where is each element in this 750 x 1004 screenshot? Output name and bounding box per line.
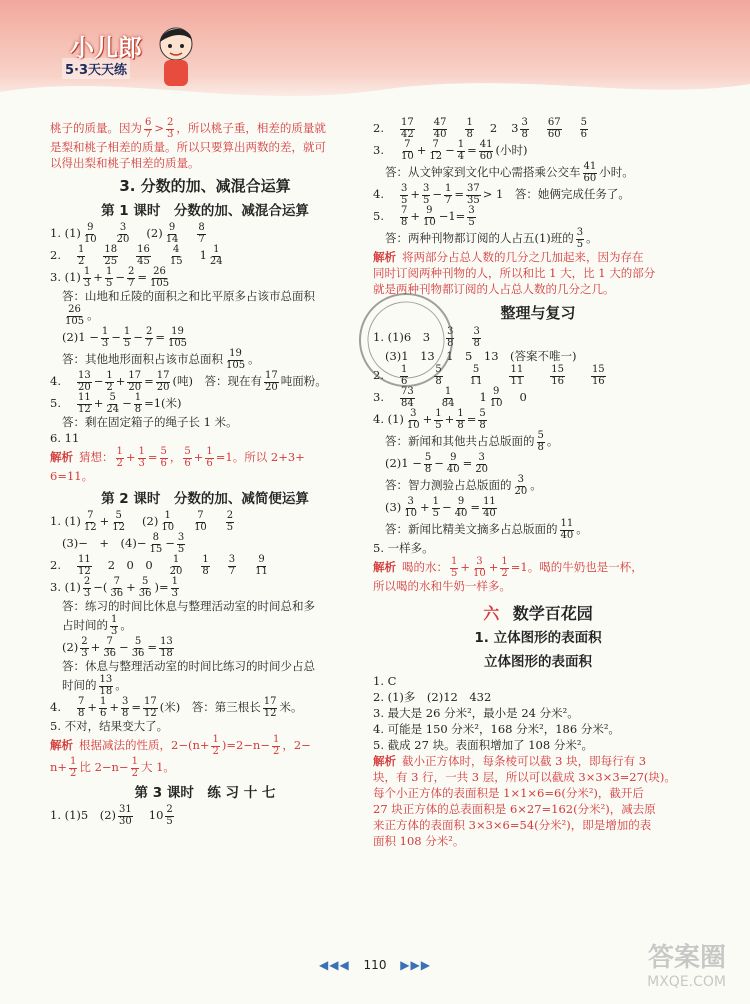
section-title: 1. 立体图形的表面积 (474, 630, 602, 646)
intro-line-1b: ，所以桃子重，相差的质量就 (176, 121, 326, 136)
label: )=2−n− (221, 738, 270, 753)
answer-3-1: 3. (1) $\frac{1}{3}$ + $\frac{1}{5}$ − $\frac{2}{7}$ = $\frac{26}{105}$ (50, 266, 170, 289)
label: 。 (248, 352, 260, 367)
answer-text: 答：从文钟家到文化中心需搭乘公交车 $\frac{41}{60}$ 小时。 (385, 161, 634, 184)
answer-3: 3. $\frac{7}{10}$ + $\frac{7}{12}$ − $\frac{1}{4}$ = $\frac{41}{60}$ (小时) (373, 139, 528, 162)
label: 喝的水： (402, 560, 448, 575)
answer-2: 2. $\frac{17}{42}$ $\frac{47}{40}$ $\frac{1}{8}$ 2 3 $\frac{3}{8}$ $\frac{67}{60}$ $\frac{5}{6}$ (373, 117, 587, 140)
answer-6: 6. 11 (50, 431, 80, 446)
label: 2 0 0 (107, 558, 153, 573)
unit-number: 六 (483, 604, 500, 623)
unit-name: 数学百花园 (512, 604, 593, 623)
review-3: 3. $\frac{73}{84}$ $\frac{1}{84}$ 1 $\frac{9}{10}$ 0 (373, 386, 527, 409)
analysis-note-line: 6=11。 (50, 469, 94, 484)
answer-5: 5. 不对，结果变大了。 (50, 719, 169, 734)
answer-3-2: (2) $\frac{2}{3}$ + $\frac{7}{36}$ − $\frac{5}{36}$ = $\frac{13}{18}$ (62, 636, 173, 659)
watermark-url: MXQE.COM (647, 974, 726, 990)
intro-line-1a: 桃子的质量。因为 (50, 121, 142, 136)
answer-3: 3. 最大是 26 分米²，最小是 24 分米²。 (373, 706, 579, 721)
label: 。 (115, 678, 127, 693)
label: 米。 (279, 700, 303, 715)
review-4-1: 4. (1) $\frac{3}{10}$ + $\frac{1}{5}$ + $\frac{1}{8}$ = $\frac{5}{8}$ (373, 408, 486, 431)
analysis-note: 解析 猜想： $\frac{1}{2}$ + $\frac{1}{3}$ = $\frac{5}{6}$ ， $\frac{5}{6}$ + $\frac{1}{6}$ =1。所以 2+3+ (50, 446, 305, 469)
answer-4: 4. 可能是 150 分米²，168 分米²，186 分米²。 (373, 722, 620, 737)
label: (2)1 − (62, 330, 99, 345)
label: 2. (50, 558, 61, 573)
label: 3. (1) (50, 270, 81, 285)
answer-2: 2. $\frac{11}{12}$ 2 0 0 $\frac{1}{20}$ $\frac{1}{8}$ $\frac{3}{7}$ $\frac{9}{11}$ (50, 554, 268, 577)
watermark-logo: 答案圈 (647, 943, 726, 973)
label: 。 (120, 618, 132, 633)
analysis-note: 解析 根据减法的性质，2−(n+ $\frac{1}{2}$ )=2−n− $\frac{1}{2}$ ，2− (50, 734, 311, 757)
label: 2. (373, 368, 384, 383)
watermark (647, 937, 726, 990)
next-arrows-icon: ▶▶▶ (400, 958, 431, 972)
answer-text: $\frac{26}{105}$ 。 (65, 304, 99, 327)
label: 5. (50, 396, 61, 411)
label: 1. (1) (50, 226, 81, 241)
page-footer (0, 958, 750, 972)
label: 占时间的 (62, 618, 108, 633)
label: (2) (146, 226, 163, 241)
label: =1。喝的牛奶也是一杯， (510, 560, 643, 575)
answer-text: 答：新闻比精美文摘多占总版面的 $\frac{11}{40}$ 。 (385, 518, 588, 541)
review-1: 1. (1)6 3 $\frac{3}{8}$ $\frac{3}{8}$ (373, 326, 480, 349)
label: 答：新闻比精美文摘多占总版面的 (385, 522, 558, 537)
unit-title (373, 601, 703, 624)
answer-text: 答：其他地形面积占该市总面积 $\frac{19}{105}$ 。 (62, 348, 260, 371)
label: 比 2−n− (79, 760, 129, 775)
label: ，2− (282, 738, 311, 753)
section-title: 3. 分数的加、减混合运算 (119, 177, 291, 195)
answer-1: 1. (1) $\frac{9}{10}$ $\frac{3}{20}$ (2) $\frac{9}{14}$ $\frac{8}{7}$ (50, 222, 205, 245)
label: (2) (142, 514, 159, 529)
label: 2. (50, 248, 61, 263)
label: 3. (373, 390, 384, 405)
label: 10 (148, 808, 164, 823)
review-title: 整理与复习 (500, 304, 576, 322)
label: 1. (1) (50, 514, 81, 529)
analysis-tag: 解析 (373, 560, 396, 575)
analysis-note (373, 250, 703, 266)
label: > 1 答：她俩完成任务了。 (482, 187, 630, 202)
label: (2)1 − (385, 456, 422, 471)
analysis-note-line: 面积 108 分米²。 (373, 834, 465, 849)
label: 。 (87, 308, 99, 323)
label: 4. (373, 187, 384, 202)
analysis-note-line: 来正方体的表面积 3×3×6=54(分米²)，即是增加的表 (373, 818, 652, 833)
answer-1: 1. (1)5 (2) $\frac{31}{30}$ 10 $\frac{2}{5}$ (50, 804, 173, 827)
label: 小时。 (599, 165, 634, 180)
answer-2: 2. (1)多 (2)12 432 (373, 690, 492, 705)
label: (吨) 答：现在有 (172, 374, 262, 389)
label: =1(米) (144, 396, 182, 411)
lesson-title: 第 3 课时 练 习 十 七 (134, 785, 276, 801)
label: 。 (586, 231, 598, 246)
analysis-note (373, 754, 703, 770)
label: 时间的 (62, 678, 97, 693)
answer-1: 1. (1) $\frac{7}{12}$ + $\frac{5}{12}$ (2) $\frac{1}{10}$ $\frac{7}{10}$ $\frac{2}{5}$ (50, 510, 234, 533)
prev-arrows-icon: ◀◀◀ (319, 958, 350, 972)
label: 将两部分占总人数的几分之几加起来，因为存在 (402, 250, 644, 265)
label: 答：新闻和其他共占总版面的 (385, 434, 535, 449)
analysis-note-line: 同时订阅两种刊物的人，所以和比 1 大，比 1 大的部分 (373, 266, 656, 281)
label: (3) (385, 500, 402, 515)
left-column (50, 118, 360, 827)
answer-4: 4. $\frac{7}{8}$ + $\frac{1}{6}$ + $\frac{3}{8}$ = $\frac{17}{12}$ (米) 答：第三根长 $\frac{17}{12}$ 米。 (50, 696, 303, 719)
right-column (373, 118, 703, 850)
brand-subtitle: 5·3天天练 (62, 58, 130, 79)
answer-text: 时间的 $\frac{13}{18}$ 。 (62, 674, 127, 697)
answer-2: 2. $\frac{1}{2}$ $\frac{18}{25}$ $\frac{16}{45}$ $\frac{4}{15}$ 1 $\frac{1}{24}$ (50, 244, 223, 267)
label: (米) 答：第三根长 (159, 700, 261, 715)
answer-text: 答：剩在固定箱子的绳子长 1 米。 (62, 415, 238, 430)
fraction: $\frac{6}{7}$ (145, 117, 152, 140)
label: 答：从文钟家到文化中心需搭乘公交车 (385, 165, 581, 180)
label: 大 1。 (140, 760, 175, 775)
label: 答：两种刊物都订阅的人占五(1)班的 (385, 231, 574, 246)
review-4-2: (2)1 − $\frac{5}{8}$ − $\frac{9}{40}$ = $\frac{3}{20}$ (385, 452, 489, 475)
answer-text: 答：新闻和其他共占总版面的 $\frac{5}{8}$ 。 (385, 430, 559, 453)
label: 根据减法的性质，2−(n+ (79, 738, 210, 753)
review-2: 2. $\frac{1}{6}$ $\frac{5}{8}$ $\frac{5}{11}$ $\frac{11}{11}$ $\frac{15}{16}$ $\frac{15}{16}$ (373, 364, 605, 387)
review-5: 5. 一样多。 (373, 541, 434, 556)
analysis-tag: 解析 (373, 250, 396, 265)
answer-1: 1. C (373, 674, 397, 689)
answer-text: 答：智力测验占总版面的 $\frac{3}{20}$ 。 (385, 474, 542, 497)
label: 3. (373, 143, 384, 158)
label: 0 (519, 390, 527, 405)
intro-line-3: 以得出梨和桃子相差的质量。 (50, 156, 200, 171)
review-1-cont: (3)1 13 1 5 13 (答案不唯一) (385, 349, 577, 364)
answer-5: 5. $\frac{11}{12}$ + $\frac{5}{24}$ − $\frac{1}{8}$ =1(米) (50, 392, 182, 415)
analysis-note-line: 就是两种刊物都订阅的人占总人数的几分之几。 (373, 282, 615, 297)
label: (小时) (495, 143, 528, 158)
label: 吨面粉。 (280, 374, 327, 389)
label: 2. (373, 121, 384, 136)
analysis-note: 解析 喝的水： $\frac{1}{5}$ + $\frac{3}{10}$ + $\frac{1}{2}$ =1。喝的牛奶也是一杯， (373, 556, 643, 579)
analysis-note-line: 所以喝的水和牛奶一样多。 (373, 579, 511, 594)
brand-name: 小儿郎 (70, 34, 142, 62)
brand-logo (62, 28, 192, 88)
analysis-note-line: 每个小正方体的表面积是 1×1×6=6(分米²)，截开后 (373, 786, 644, 801)
page-number: 110 (363, 958, 387, 972)
label: 猜想： (79, 450, 114, 465)
analysis-note-line: 块，有 3 行，一共 3 层，所以可以截成 3×3×3=27(块)。 (373, 770, 676, 785)
label: 5. (373, 209, 384, 224)
answer-4: 4. $\frac{13}{20}$ − $\frac{1}{2}$ + $\frac{17}{20}$ = $\frac{17}{20}$ (吨) 答：现在有 $\frac{17}{20}$ 吨面粉。 (50, 370, 327, 393)
answer-text: 答：练习的时间比休息与整理活动室的时间总和多 (62, 599, 315, 614)
analysis-tag: 解析 (50, 738, 73, 753)
lesson-title: 立体图形的表面积 (484, 654, 592, 670)
answer-5: 5. $\frac{7}{8}$ + $\frac{9}{10}$ −1= $\frac{3}{5}$ (373, 205, 475, 228)
label: (3)− + (4)− (62, 536, 147, 551)
answer-5: 5. 截成 27 块。表面积增加了 108 分米²。 (373, 738, 593, 753)
label: 3. (1) (50, 580, 81, 595)
answer-text: 答：休息与整理活动室的时间比练习的时间少占总 (62, 659, 315, 674)
intro-line-2: 是梨和桃子相差的质量。所以只要算出两数的差，就可 (50, 140, 326, 155)
lesson-title: 第 1 课时 分数的加、减混合运算 (101, 203, 309, 219)
analysis-tag: 解析 (373, 754, 396, 769)
analysis-tag: 解析 (50, 450, 73, 465)
answer-text: 答：山地和丘陵的面积之和比平原多占该市总面积 (62, 289, 315, 304)
lesson-title: 第 2 课时 分数的加、减简便运算 (101, 491, 309, 507)
fraction: $\frac{2}{3}$ (167, 117, 174, 140)
answer-3-1: 3. (1) $\frac{2}{3}$ −( $\frac{7}{36}$ + $\frac{5}{36}$ )= $\frac{1}{3}$ (50, 576, 179, 599)
label: 1. (1)5 (2) (50, 808, 117, 823)
review-4-3: (3) $\frac{3}{10}$ + $\frac{1}{5}$ − $\frac{9}{40}$ = $\frac{11}{40}$ (385, 496, 496, 519)
label: n+ (50, 760, 68, 775)
label: 4. (50, 374, 61, 389)
label: 答：智力测验占总版面的 (385, 478, 512, 493)
label: =1。所以 2+3+ (215, 450, 305, 465)
answer-3-2: (2)1 − $\frac{1}{3}$ − $\frac{1}{5}$ − $\frac{2}{7}$ = $\frac{19}{105}$ (62, 326, 188, 349)
label: 答：其他地形面积占该市总面积 (62, 352, 223, 367)
answer-1-cont: (3)− + (4)− $\frac{8}{15}$ − $\frac{3}{5}$ (62, 532, 185, 555)
label: 截小正方体时，每条棱可以截 3 块，即每行有 3 (402, 754, 647, 769)
answer-text: 占时间的 $\frac{1}{3}$ 。 (62, 614, 132, 637)
intro-paragraph: 桃子的质量。因为 $\frac{6}{7}$ > $\frac{2}{3}$ ，所以桃子重，相差的质量就 是梨和桃子相差的质量。所以只要算出两数的差，就可 以得出梨和桃子相差的质量。 (50, 118, 360, 172)
answer-text: 答：两种刊物都订阅的人占五(1)班的 $\frac{3}{5}$ 。 (385, 227, 598, 250)
label: 4. (50, 700, 61, 715)
analysis-note-line: n+ $\frac{1}{2}$ 比 2−n− $\frac{1}{2}$ 大 1。 (50, 756, 175, 779)
page-header (0, 0, 750, 108)
analysis-note-line: 27 块正方体的总表面积是 6×27=162(分米²)，减去原 (373, 802, 656, 817)
label: 1. (1)6 3 (373, 330, 431, 345)
mascot-icon (152, 22, 200, 88)
label: (2) (62, 640, 79, 655)
label: 4. (1) (373, 412, 404, 427)
answer-4: 4. $\frac{3}{5}$ + $\frac{3}{5}$ − $\frac{1}{7}$ = $\frac{37}{35}$ > 1 答：她俩完成任务了。 (373, 183, 630, 206)
